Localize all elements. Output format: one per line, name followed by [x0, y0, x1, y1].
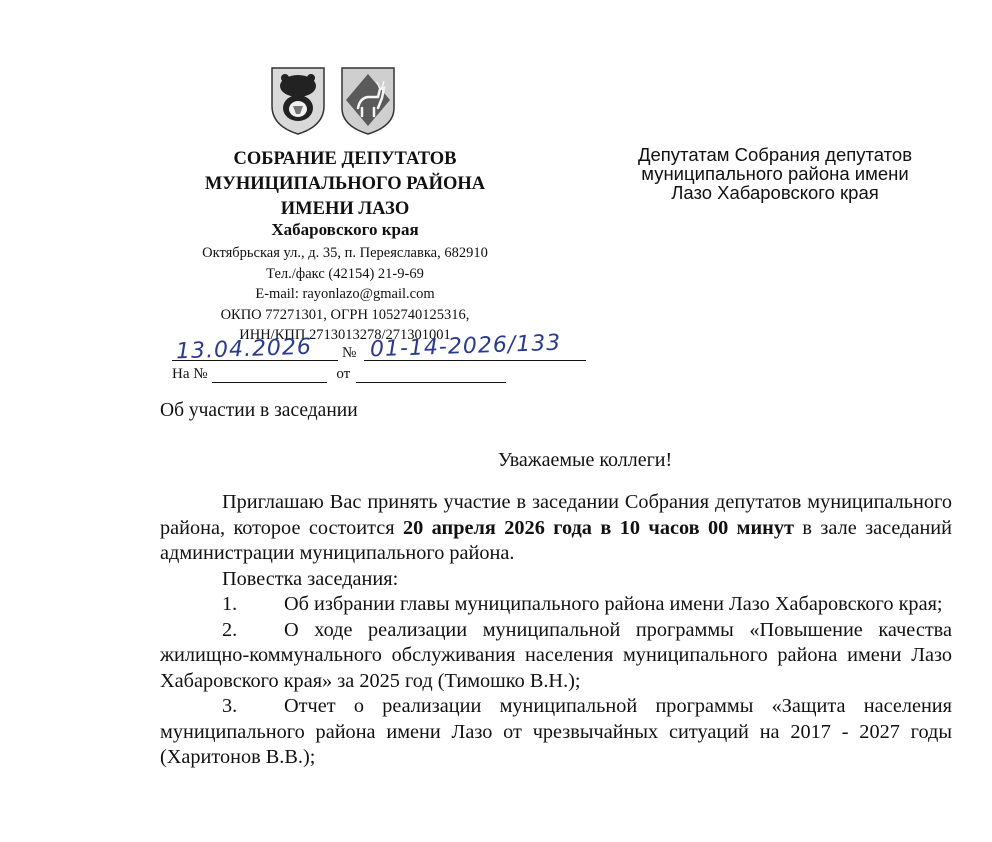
agenda-item-number: 2.	[222, 618, 238, 641]
org-line-1: СОБРАНИЕ ДЕПУТАТОВ	[233, 149, 457, 169]
agenda-item	[160, 694, 952, 771]
handwritten-date: 13.04.2026	[175, 334, 313, 365]
agenda-item-number: 1.	[222, 593, 238, 615]
meeting-datetime: 20 апреля 2026 года в 10 часов 00 минут	[402, 516, 794, 539]
okpo: ОКПО 77271301, ОГРН 1052740125316,	[220, 306, 470, 323]
agenda-item-text: Отчет о реализации муниципальной программы «Защита населения муниципального района имени Лазо от чрезвычайных ситуаций на 2017 - 2027 годы (Харитонов В.В.);	[160, 695, 952, 768]
agenda-title: Повестка заседания:	[222, 567, 399, 590]
org-line-2: МУНИЦИПАЛЬНОГО РАЙОНА	[204, 174, 486, 194]
ref-number-blank	[212, 368, 327, 383]
region-name: Хабаровского края	[271, 220, 419, 239]
intro-text-b: в зале заседаний администрации муниципального района.	[160, 516, 953, 564]
address: Октябрьская ул., д. 35, п. Переяславка, 682910	[202, 245, 488, 261]
recipient	[590, 145, 960, 202]
agenda-item	[160, 618, 952, 695]
intro-text-a: Приглашаю Вас принять участие в заседании Собрания депутатов муниципального района, которое состоится	[160, 491, 952, 539]
bear-coat-of-arms-icon	[268, 64, 328, 136]
ref-from-label: от	[336, 366, 351, 382]
agenda-item-number: 3.	[222, 695, 238, 717]
ref-date-blank	[356, 368, 506, 383]
recipient-line-1: Депутатам Собрания депутатов	[637, 144, 913, 165]
deer-coat-of-arms-icon	[338, 64, 398, 136]
email: E-mail: rayonlazo@gmail.com	[255, 286, 435, 302]
recipient-line-3: Лазо Хабаровского края	[671, 182, 879, 203]
subject-line: Об участии в заседании	[160, 400, 358, 421]
date-underline	[172, 360, 338, 361]
organization-name	[150, 147, 540, 222]
emblems	[268, 64, 413, 140]
contact-block	[150, 243, 540, 346]
agenda-item-text: Об избрании главы муниципального района имени Лазо Хабаровского края;	[284, 593, 943, 615]
agenda-item	[160, 592, 952, 618]
ref-label: На №	[172, 366, 208, 382]
recipient-line-2: муниципального района имени	[641, 163, 909, 184]
number-underline	[364, 360, 586, 361]
reference-row	[172, 366, 572, 383]
inn: ИНН/КПП 2713013278/271301001	[239, 327, 451, 343]
agenda-item-text: О ходе реализации муниципальной программы «Повышение качества жилищно-коммунального обслуживания населения муниципального района имени Лазо Хабаровского края» за 2025 год (Тимошко В.Н.);	[160, 618, 952, 692]
number-label: №	[342, 345, 357, 361]
phone: Тел./факс (42154) 21-9-69	[266, 265, 424, 282]
org-line-3: ИМЕНИ ЛАЗО	[280, 199, 410, 219]
intro-paragraph	[160, 490, 952, 567]
letter-body	[160, 490, 952, 771]
handwritten-number: 01-14-2026/133	[369, 330, 562, 363]
greeting: Уважаемые коллеги!	[497, 449, 673, 471]
